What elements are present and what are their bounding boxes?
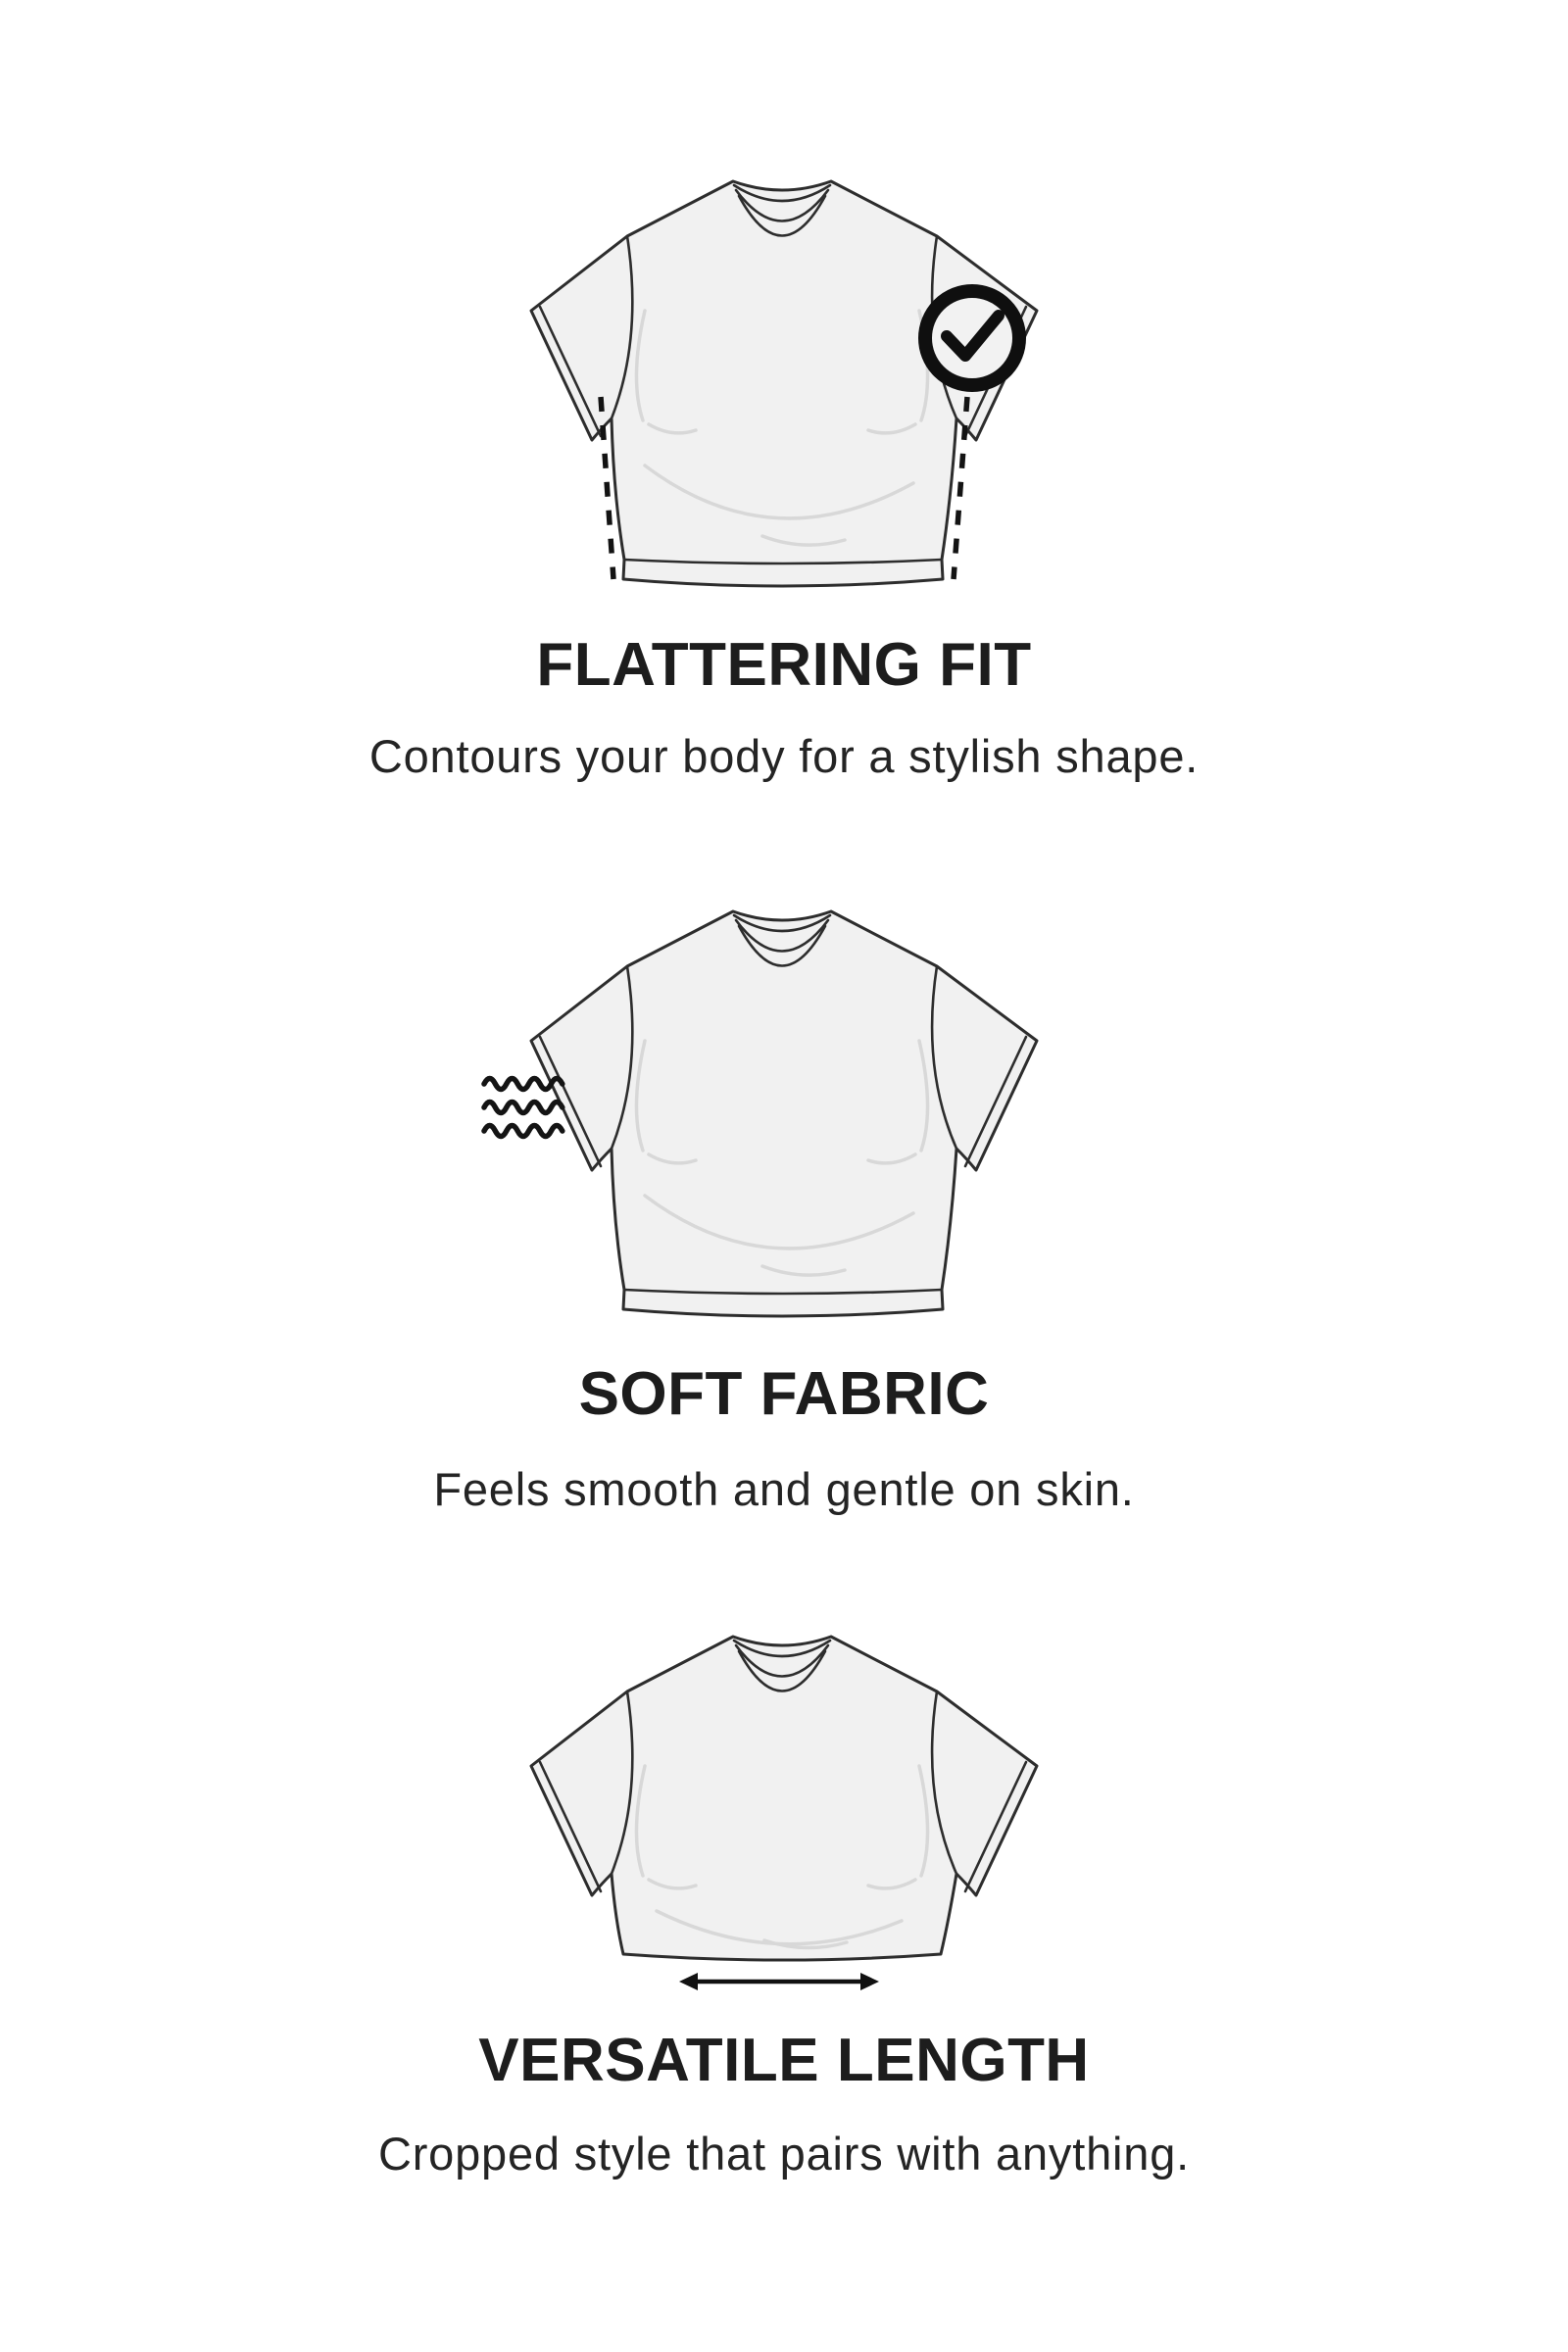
tshirt-illustration-versatile-length (461, 1622, 1107, 1999)
tshirt-body (531, 911, 1037, 1316)
tshirt-illustration-soft-fabric (461, 897, 1107, 1348)
section-title-soft-fabric: SOFT FABRIC (578, 1360, 990, 1428)
section-subtitle-versatile-length: Cropped style that pairs with anything. (377, 2128, 1191, 2180)
tshirt-illustration-flattering-fit (461, 167, 1107, 617)
cropped-tshirt-body (531, 1637, 1037, 1960)
check-circle-icon (925, 291, 1019, 385)
section-title-flattering-fit: FLATTERING FIT (536, 631, 1032, 699)
width-arrow-icon (679, 1973, 879, 1990)
softness-waves-icon (484, 1079, 563, 1137)
section-subtitle-soft-fabric: Feels smooth and gentle on skin. (433, 1463, 1135, 1515)
section-title-versatile-length: VERSATILE LENGTH (478, 2027, 1090, 2094)
section-subtitle-flattering-fit: Contours your body for a stylish shape. (368, 730, 1200, 782)
